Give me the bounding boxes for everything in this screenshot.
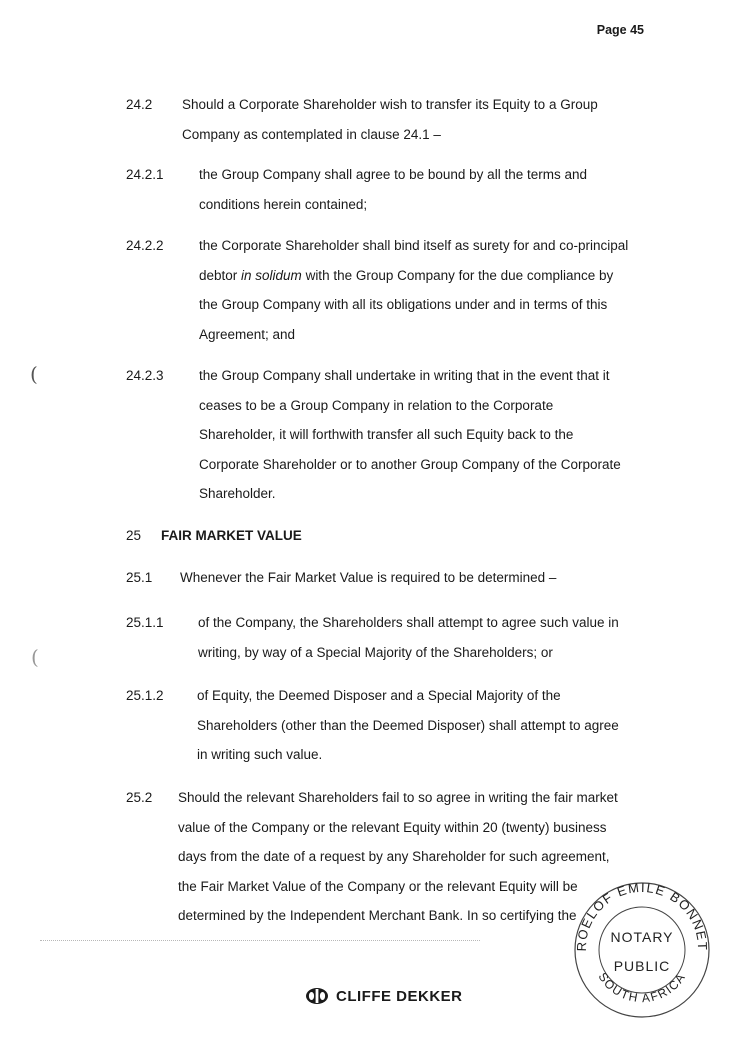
clause-line: the Group Company shall agree to be bound by all the terms and xyxy=(199,167,587,182)
clause-line: of Equity, the Deemed Disposer and a Special Majority of the xyxy=(197,688,561,703)
clause-line: writing, by way of a Special Majority of the Shareholders; or xyxy=(198,644,553,660)
clause-line: Whenever the Fair Market Value is required to be determined – xyxy=(180,570,557,585)
clause-line: Shareholders (other than the Deemed Disposer) shall attempt to agree xyxy=(197,717,619,733)
clause-line: value of the Company or the relevant Equity within 20 (twenty) business xyxy=(178,819,607,835)
stamp-country: SOUTH AFRICA xyxy=(595,969,689,1006)
clause-text xyxy=(197,681,641,770)
clause-number: 25.2 xyxy=(126,790,153,805)
clause-line: Should the relevant Shareholders fail to so agree in writing the fair market xyxy=(178,790,618,805)
clause-number: 24.2 xyxy=(126,97,153,112)
stamp-title: NOTARY xyxy=(610,929,674,945)
clause-line: the Group Company with all its obligations under and in terms of this xyxy=(199,297,608,312)
clause-line: Should a Corporate Shareholder wish to transfer its Equity to a Group xyxy=(182,97,598,112)
clause-line: Corporate Shareholder or to another Group Company of the Corporate xyxy=(199,456,621,472)
clause-line-part: with the Group Company for the due compliance by xyxy=(301,267,614,283)
clause-line xyxy=(199,261,643,291)
clause-number: 25.1.1 xyxy=(126,615,164,630)
clause-line: of the Company, the Shareholders shall attempt to agree such value in xyxy=(198,615,619,630)
notary-stamp xyxy=(572,868,712,1028)
page-number: Page 45 xyxy=(596,23,644,37)
punch-hole-mark: ( xyxy=(30,362,38,386)
clause-number: 25.1 xyxy=(126,570,153,585)
clause-line: the Fair Market Value of the Company or the relevant Equity will be xyxy=(178,878,578,894)
clause-line: the Corporate Shareholder shall bind itself as surety for and co-principal xyxy=(199,238,629,253)
clause-text xyxy=(178,783,639,931)
clause-line: conditions herein contained; xyxy=(199,196,368,212)
svg-text:SOUTH AFRICA xyxy=(595,970,688,1005)
clause-number: 24.2.3 xyxy=(126,368,164,383)
clause-line: determined by the Independent Merchant Bank. In so certifying the xyxy=(178,908,577,923)
stamp-name: ROELOF EMILE BONNET xyxy=(573,879,711,952)
clause-line: ceases to be a Group Company in relation to the Corporate xyxy=(199,397,554,413)
clause-line: Agreement; and xyxy=(199,326,296,342)
footer-logo-text: CLIFFE DEKKER xyxy=(336,987,463,1005)
clause-line: Shareholder, it will forthwith transfer all such Equity back to the xyxy=(199,427,574,442)
scan-dotted-line xyxy=(40,940,480,941)
clause-text xyxy=(199,361,643,509)
clause-number: 24.2.1 xyxy=(126,167,164,182)
clause-line: Company as contemplated in clause 24.1 – xyxy=(182,126,441,142)
clause-line: days from the date of a request by any Shareholder for such agreement, xyxy=(178,849,610,864)
clause-line: Shareholder. xyxy=(199,486,276,501)
stamp-subtitle: PUBLIC xyxy=(613,958,671,974)
cd-logo-icon xyxy=(305,987,329,1005)
clause-number: 24.2.2 xyxy=(126,238,164,253)
clause-line-part: debtor xyxy=(199,267,242,283)
latin-term: in solidum xyxy=(241,267,302,283)
punch-hole-mark: ( xyxy=(31,645,39,669)
footer-logo xyxy=(305,987,463,1005)
clause-text xyxy=(180,563,643,593)
clause-text xyxy=(199,231,643,349)
clause-line: in writing such value. xyxy=(197,747,323,762)
clause-text xyxy=(199,160,643,219)
clause-number: 25.1.2 xyxy=(126,688,164,703)
clause-text xyxy=(198,608,641,667)
section-heading: FAIR MARKET VALUE xyxy=(161,528,302,543)
clause-line: the Group Company shall undertake in writing that in the event that it xyxy=(199,368,610,383)
section-number: 25 xyxy=(126,528,142,543)
clause-text xyxy=(182,90,643,149)
